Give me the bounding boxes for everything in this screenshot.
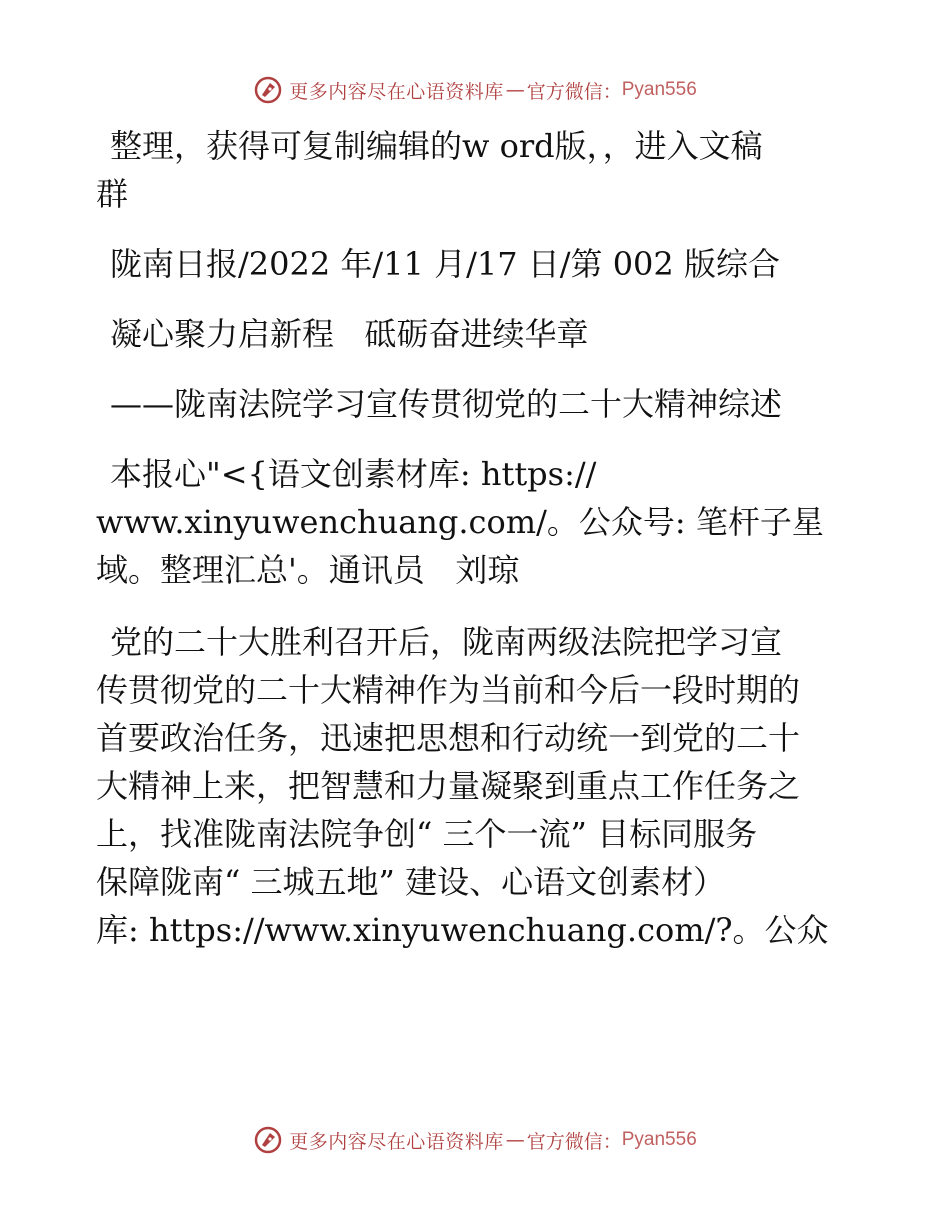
watermark-separator: —: [505, 79, 525, 101]
pen-nib-logo-icon: [253, 75, 283, 105]
article-title: 凝心聚力启新程 砥砺奋进续华章: [110, 315, 589, 353]
byline-line-1: 本报心"<{语文创素材库: https://: [110, 455, 597, 493]
article-subtitle: ——陇南法院学习宣传贯彻党的二十大精神综述: [110, 385, 783, 423]
byline-line-3: 域。整理汇总'。通讯员 刘琼: [96, 551, 520, 589]
watermark-wechat-label: 官方微信：: [526, 1130, 622, 1153]
main-paragraph-line-6: 保障陇南“ 三城五地” 建设、心语文创素材）: [96, 863, 726, 901]
main-paragraph-line-1: 党的二十大胜利召开后，陇南两级法院把学习宣: [110, 623, 783, 661]
byline-line-2: www.xinyuwenchuang.com/。公众号: 笔杆子星: [96, 503, 824, 541]
watermark-separator: —: [505, 1129, 525, 1151]
document-body: [96, 122, 856, 954]
main-paragraph-line-4: 大精神上来，把智慧和力量凝聚到重点工作任务之: [96, 767, 801, 805]
watermark-text: 更多内容尽在心语资料库: [289, 80, 504, 103]
watermark-wechat-label: 官方微信：: [526, 80, 622, 103]
main-paragraph-line-5: 上，找准陇南法院争创“ 三个一流” 目标同服务: [96, 815, 758, 853]
source-line: 陇南日报/2022 年/11 月/17 日/第 002 版综合: [110, 245, 780, 283]
intro-line-1: 整理，获得可复制编辑的w ord版，，进入文稿: [110, 127, 763, 165]
watermark-wechat-id: Pyan556: [621, 1129, 697, 1150]
pen-nib-logo-icon: [253, 1125, 283, 1155]
main-paragraph-line-3: 首要政治任务，迅速把思想和行动统一到党的二十: [96, 719, 801, 757]
main-paragraph-line-2: 传贯彻党的二十大精神作为当前和今后一段时期的: [96, 671, 801, 709]
header-watermark: [0, 70, 950, 110]
watermark-wechat-id: Pyan556: [621, 79, 697, 100]
intro-line-2: 群: [96, 175, 129, 213]
footer-watermark: [0, 1120, 950, 1160]
main-paragraph-line-7: 库: https://www.xinyuwenchuang.com/?。公众: [96, 911, 829, 949]
watermark-text: 更多内容尽在心语资料库: [289, 1130, 504, 1153]
